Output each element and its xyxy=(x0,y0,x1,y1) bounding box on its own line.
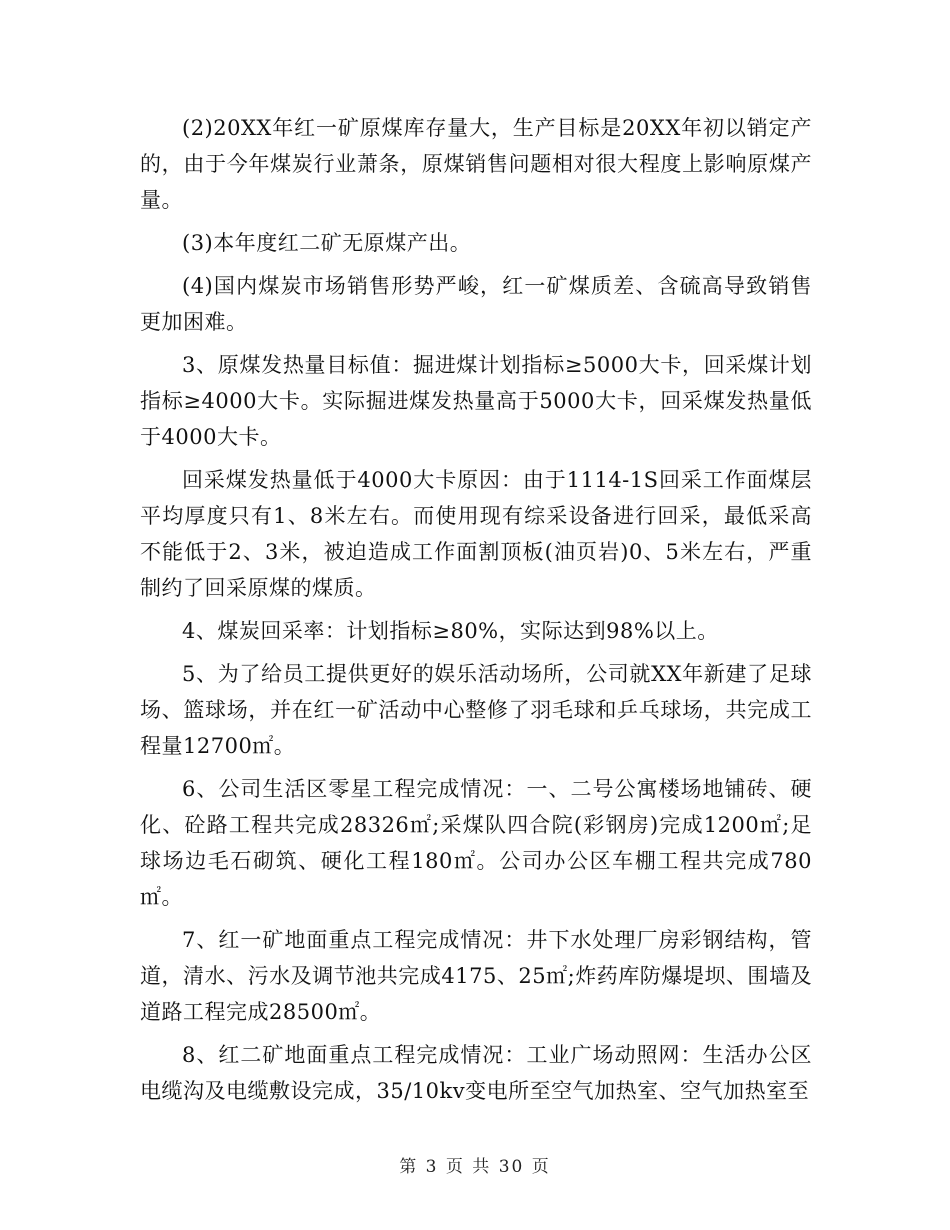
paragraph-recovery-rate: 4、煤炭回采率：计划指标≥80%，实际达到98%以上。 xyxy=(182,619,719,643)
document-body xyxy=(140,110,812,1116)
paragraph-living-area-works: 6、公司生活区零星工程完成情况：一、二号公寓楼场地铺砖、硬化、砼路工程共完成28326㎡;采煤队四合院(彩钢房)完成1200㎡;足球场边毛石砌筑、硬化工程180㎡。公司办公区车棚工程共完成780㎡。 xyxy=(140,777,812,909)
paragraph-sports-fields: 5、为了给员工提供更好的娱乐活动场所，公司就XX年新建了足球场、篮球场，并在红一矿活动中心整修了羽毛球和乒乓球场，共完成工程量12700㎡。 xyxy=(140,662,812,758)
paragraph-heat-reason: 回采煤发热量低于4000大卡原因：由于1114-1S回采工作面煤层平均厚度只有1、8米左右。而使用现有综采设备进行回采，最低采高不能低于2、3米，被迫造成工作面割顶板(油页岩)0、5米左右，严重制约了回采原煤的煤质。 xyxy=(140,468,812,600)
page-number-footer: 第 3 页 共 30 页 xyxy=(399,1157,551,1177)
paragraph-item-4: (4)国内煤炭市场销售形势严峻，红一矿煤质差、含硫高导致销售更加困难。 xyxy=(140,274,812,334)
paragraph-mine2-surface-works: 8、红二矿地面重点工程完成情况：工业广场动照网：生活办公区电缆沟及电缆敷设完成，35/10kv变电所至空气加热室、空气加热室至 xyxy=(140,1043,812,1103)
paragraph-item-2: (2)20XX年红一矿原煤库存量大，生产目标是20XX年初以销定产的，由于今年煤炭行业萧条，原煤销售问题相对很大程度上影响原煤产量。 xyxy=(140,116,812,212)
paragraph-item-3: (3)本年度红二矿无原煤产出。 xyxy=(182,231,472,255)
paragraph-heat-value: 3、原煤发热量目标值：掘进煤计划指标≥5000大卡，回采煤计划指标≥4000大卡。实际掘进煤发热量高于5000大卡，回采煤发热量低于4000大卡。 xyxy=(140,353,812,449)
paragraph-mine1-surface-works: 7、红一矿地面重点工程完成情况：井下水处理厂房彩钢结构，管道，清水、污水及调节池共完成4175、25㎡;炸药库防爆堤坝、围墙及道路工程完成28500㎡。 xyxy=(140,928,812,1024)
